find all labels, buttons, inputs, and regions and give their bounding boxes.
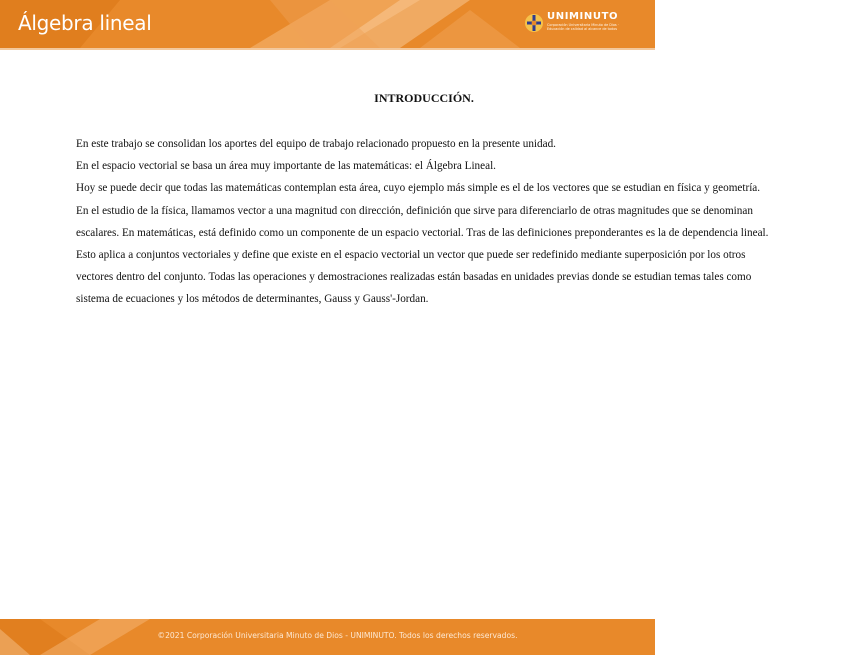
logo-tagline: Corporación Universitaria Minuto de Dios · Educación de calidad al alcance de todos <box>547 23 619 32</box>
paragraph: En el estudio de la física, llamamos vector a una magnitud con dirección, definición que sirve para diferenciarlo de otras magnitudes que se denominan escalares. En matemáticas, está definido como un componente de un espacio vectorial. Tras de las definiciones preponderantes es la de dependencia lineal. Esto aplica a conjuntos vectoriales y define que existe en el espacio vectorial un vector que puede ser redefinido mediante superposición por los otros vectores dentro del conjunto. Todas las operaciones y demostraciones realizadas están basadas en unidades previas donde se estudian temas tales como sistema de ecuaciones y los métodos de determinantes, Gauss y Gauss'-Jordan. <box>76 204 769 306</box>
footer-banner <box>0 619 655 655</box>
header-divider <box>0 48 655 50</box>
uniminuto-logo-icon <box>524 12 544 34</box>
logo-name: UNIMINUTO <box>547 11 619 22</box>
copyright-notice: ©2021 Corporación Universitaria Minuto de Dios - UNIMINUTO. Todos los derechos reservados. <box>157 631 518 640</box>
document-body <box>76 133 776 311</box>
paragraph: En este trabajo se consolidan los aportes del equipo de trabajo relacionado propuesto en la presente unidad. <box>76 138 556 150</box>
course-title: Álgebra lineal <box>18 11 152 35</box>
paragraph: En el espacio vectorial se basa un área muy importante de las matemáticas: el Álgebra Lineal. <box>76 160 496 173</box>
header-banner <box>0 0 655 48</box>
document-heading: INTRODUCCIÓN. <box>374 91 474 105</box>
paragraph: Hoy se puede decir que todas las matemáticas contemplan esta área, cuyo ejemplo más simple es el de los vectores que se estudian en física y geometría. <box>76 182 761 195</box>
uniminuto-logo[interactable] <box>524 10 634 36</box>
